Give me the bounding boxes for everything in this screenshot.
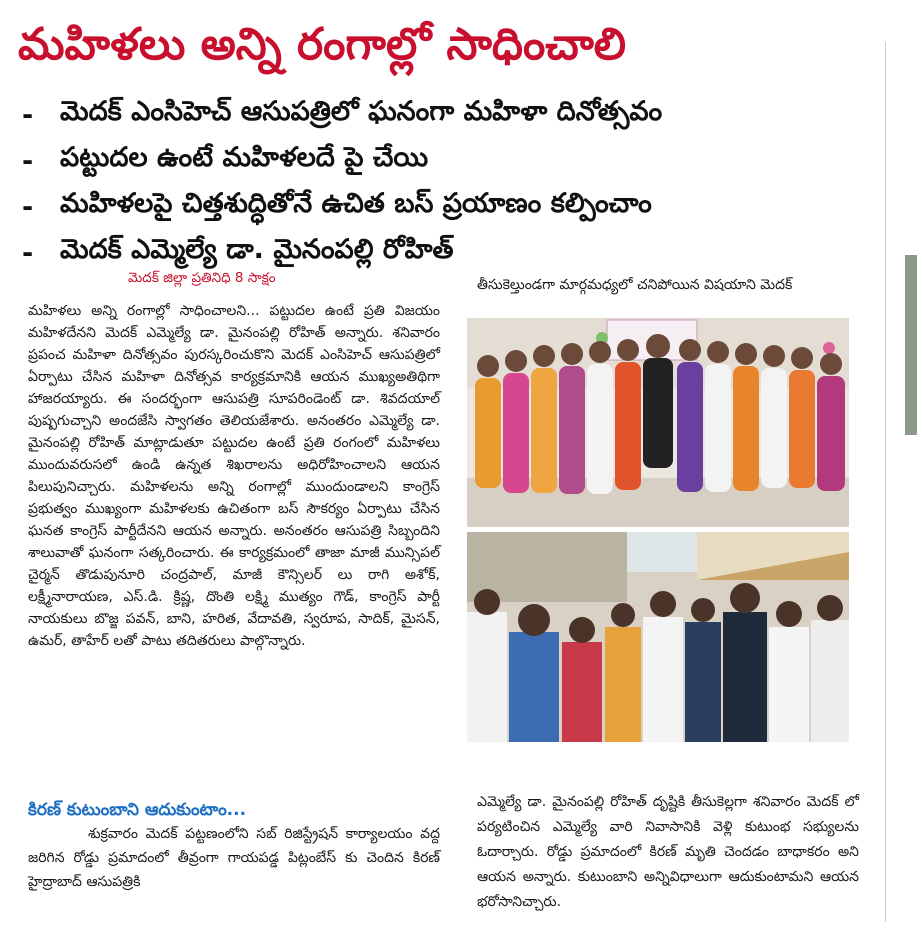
deck-bullet-text: మెదక్ ఎంసిహెచ్ ఆసుపత్రిలో ఘనంగా మహిళా దినోత్సవం — [60, 96, 663, 127]
deck-bullets — [22, 92, 872, 276]
deck-bullet-text: మహిళలపై చిత్తశుద్ధితోనే ఉచిత బస్ ప్రయాణం కల్పించాం — [60, 188, 652, 219]
deck-bullet: - మహిళలపై చిత్తశుద్ధితోనే ఉచిత బస్ ప్రయాణం కల్పించాం — [22, 184, 872, 230]
event-photo-group — [467, 318, 849, 527]
deck-bullet-text: పట్టుదల ఉంటే మహిళలదే పై చేయి — [60, 142, 429, 173]
deck-bullet: - పట్టుదల ఉంటే మహిళలదే పై చేయి — [22, 138, 872, 184]
article-body-right-top: తీసుకెల్తుండగా మార్గమధ్యలో చనిపోయిన విషయాని మెదక్ — [477, 277, 793, 293]
adjacent-column-edge — [900, 0, 917, 932]
section-subhead: కిరణ్ కుటుంబాని ఆదుకుంటాం... — [28, 800, 247, 820]
article-body-left — [28, 300, 440, 652]
deck-bullet-text: మెదక్ ఎమ్మెల్యే డా. మైనంపల్లి రోహిత్ — [60, 234, 454, 265]
article-body-left-2: శుక్రవారం మెదక్ పట్టణంలోని సబ్ రిజిస్ట్రేషన్ కార్యాలయం వద్ద జరిగిన రోడ్డు ప్రమాదంలో తీవ్రంగా గాయపడ్డ పిట్లంబేస్ కు చెందిన కిరణ్ హైద్రాబాద్ ఆసుపత్రికి — [28, 826, 440, 890]
dateline: మెదక్ జిల్లా ప్రతినిధి 8 సాక్షం — [128, 270, 276, 286]
deck-bullet: - మెదక్ ఎంసిహెచ్ ఆసుపత్రిలో ఘనంగా మహిళా దినోత్సవం — [22, 92, 872, 138]
headline: మహిళలు అన్ని రంగాల్లో సాధించాలి — [18, 19, 627, 70]
article-paragraph: మహిళలు అన్ని రంగాల్లో సాధించాలని... పట్టుదల ఉంటే ప్రతి విజయం మహిళదేనని మెదక్ ఎమ్మెల్యే డా. మైనంపల్లి రోహిత్ అన్నారు. శనివారం ప్రపంచ మహిళా దినోత్సవం పురస్కరించుకొని మెదక్ ఎంసిహెచ్ ఆసుపత్రిలో ఏర్పాటు చేసిన మహిళా దినోత్సవ కార్యక్రమానికి ఆయన ముఖ్యఅతిథిగా హాజరయ్యారు. ఈ సందర్భంగా ఆసుపత్రి సూపరిండెంట్ డా. శివదయాల్ పుష్పగుచ్చాని అందజేసి స్వాగతం తెలియజేశారు. అనంతరం ఎమ్మెల్యే డా. మైనంపల్లి రోహిత్ మాట్లాడుతూ పట్టుదల ఉంటే ప్రతి రంగంలో మహిళలు ముందువరుసలో ఉండి ఉన్నత శిఖరాలను అధిరోహించాలని ఆయన పిలుపునిచ్చారు. మహిళలను అన్ని రంగాల్లో ముందుండాలని కాంగ్రెస్ ప్రభుత్వం ముఖ్యంగా మహిళలకు ఉచితంగా బస్ సౌకర్యం ఏర్పాటు చేసిన ఘనత కాంగ్రెస్ పార్టీదేనని ఆయన అన్నారు. అనంతరం ఆసుపత్రి సిబ్బందిని శాలువాతో ఘనంగా సత్కరించారు. ఈ కార్యక్రమంలో తాజా మాజీ మున్సిపల్ చైర్మన్ తొడుపునూరి చంద్రపాల్, మాజీ కౌన్సిలర్ లు రాగి అశోక్, లక్ష్మీనారాయణ, ఎస్.డి. క్రిష్ణ, దొంతి లక్ష్మి ముత్యం గౌడ్, కాంగ్రెస్ పార్టీ నాయకులు బొజ్జ పవన్, బాని, హరిత, వేదావతి, స్వరూప, సాదిక్, మైసన్, ఉమర్, తాహేర్ లతో పాటు తదితరులు పాల్గొన్నారు. — [28, 303, 440, 649]
visit-photo-family — [467, 532, 849, 742]
deck-bullet: - మెదక్ ఎమ్మెల్యే డా. మైనంపల్లి రోహిత్ — [22, 230, 872, 276]
article-body-right-2: ఎమ్మెల్యే డా. మైనంపల్లి రోహిత్ దృష్టికి తీసుకెల్లగా శనివారం మెదక్ లో పర్యటించిన ఎమ్మెల్యే వారి నివాసానికి వెళ్లి కుటుంభ సభ్యులను ఓదార్చారు. రోడ్డు ప్రమాదంలో కిరణ్ మృతి చెందడం బాధాకరం అని ఆయన అన్నారు. కుటుంబాని అన్నివిధాలుగా ఆదుకుంటామని ఆయన భరోసానిచ్చారు. — [477, 794, 859, 910]
adjacent-photo-edge — [905, 255, 917, 435]
column-divider — [885, 42, 886, 922]
